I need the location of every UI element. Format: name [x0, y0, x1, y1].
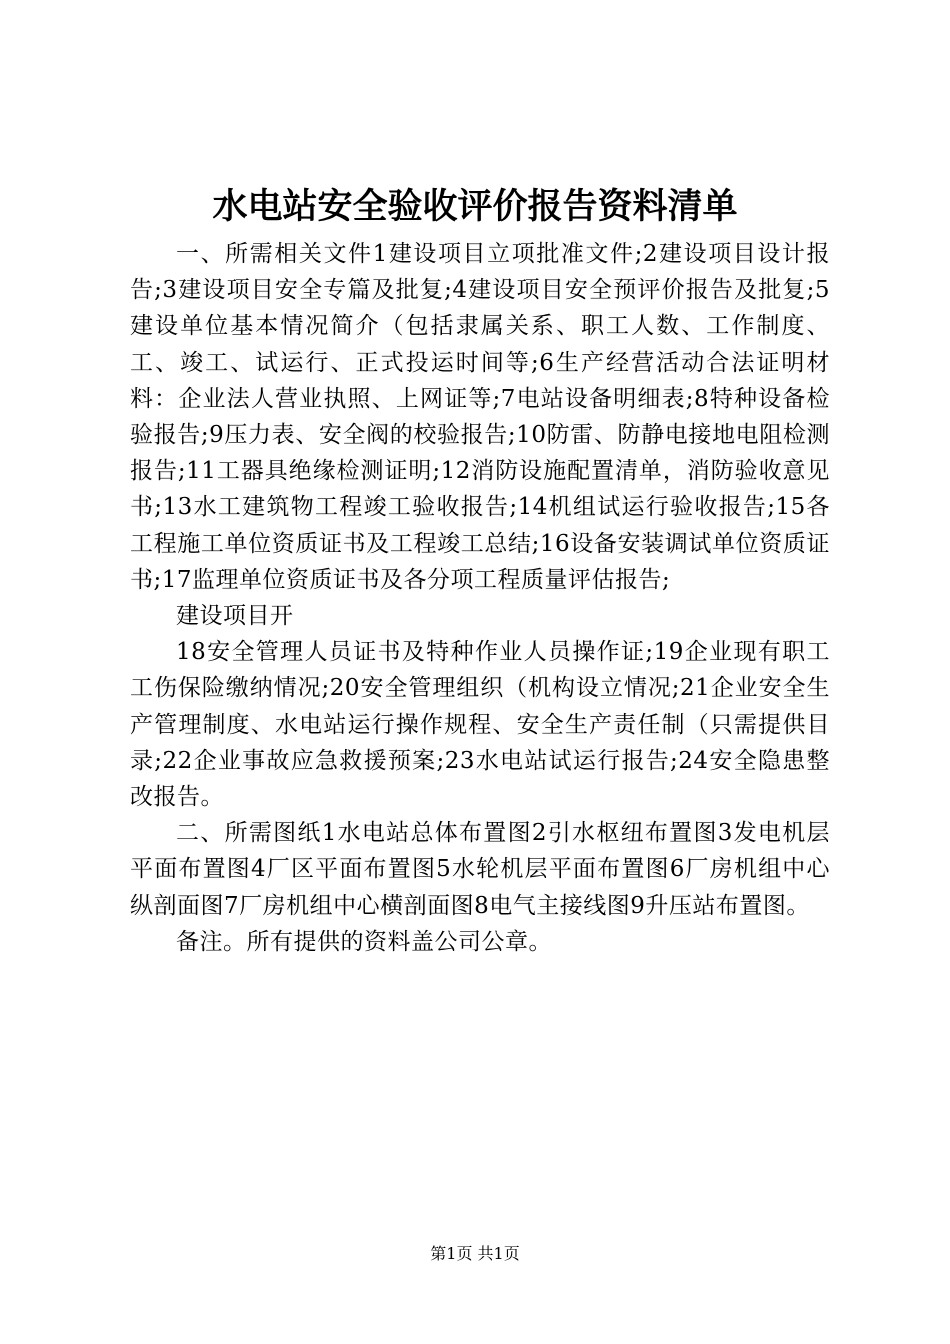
document-title: 水电站安全验收评价报告资料清单 [212, 187, 738, 227]
paragraph-project-start: 建设项目开 [176, 603, 294, 630]
page-footer: 第1页 共1页 [430, 1244, 520, 1263]
paragraph-required-drawings: 二、所需图纸1水电站总体布置图2引水枢纽布置图3发电机层平面布置图4厂区平面布置图5水轮机层平面布置图6厂房机组中心纵剖面图7厂房机组中心横剖面图8电气主接线图9升压站布置图。 [130, 820, 830, 919]
paragraph-remarks: 备注。所有提供的资料盖公司公章。 [176, 928, 552, 955]
document-body [130, 236, 830, 960]
paragraph-required-documents: 一、所需相关文件1建设项目立项批准文件;2建设项目设计报告;3建设项目安全专篇及批复;4建设项目安全预评价报告及批复;5建设单位基本情况简介（包括隶属关系、职工人数、工作制度、工、竣工、试运行、正式投运时间等;6生产经营活动合法证明材料：企业法人营业执照、上网证等;7电站设备明细表;8特种设备检验报告;9压力表、安全阀的校验报告;10防雷、防静电接地电阻检测报告;11工器具绝缘检测证明;12消防设施配置清单，消防验收意见书;13水工建筑物工程竣工验收报告;14机组试运行验收报告;15各工程施工单位资质证书及工程竣工总结;16设备安装调试单位资质证书;17监理单位资质证书及各分项工程质量评估报告; [130, 241, 830, 593]
paragraph-safety-documents: 18安全管理人员证书及特种作业人员操作证;19企业现有职工工伤保险缴纳情况;20安全管理组织（机构设立情况;21企业安全生产管理制度、水电站运行操作规程、安全生产责任制（只需提供目录;22企业事故应急救援预案;23水电站试运行报告;24安全隐患整改报告。 [130, 639, 830, 811]
